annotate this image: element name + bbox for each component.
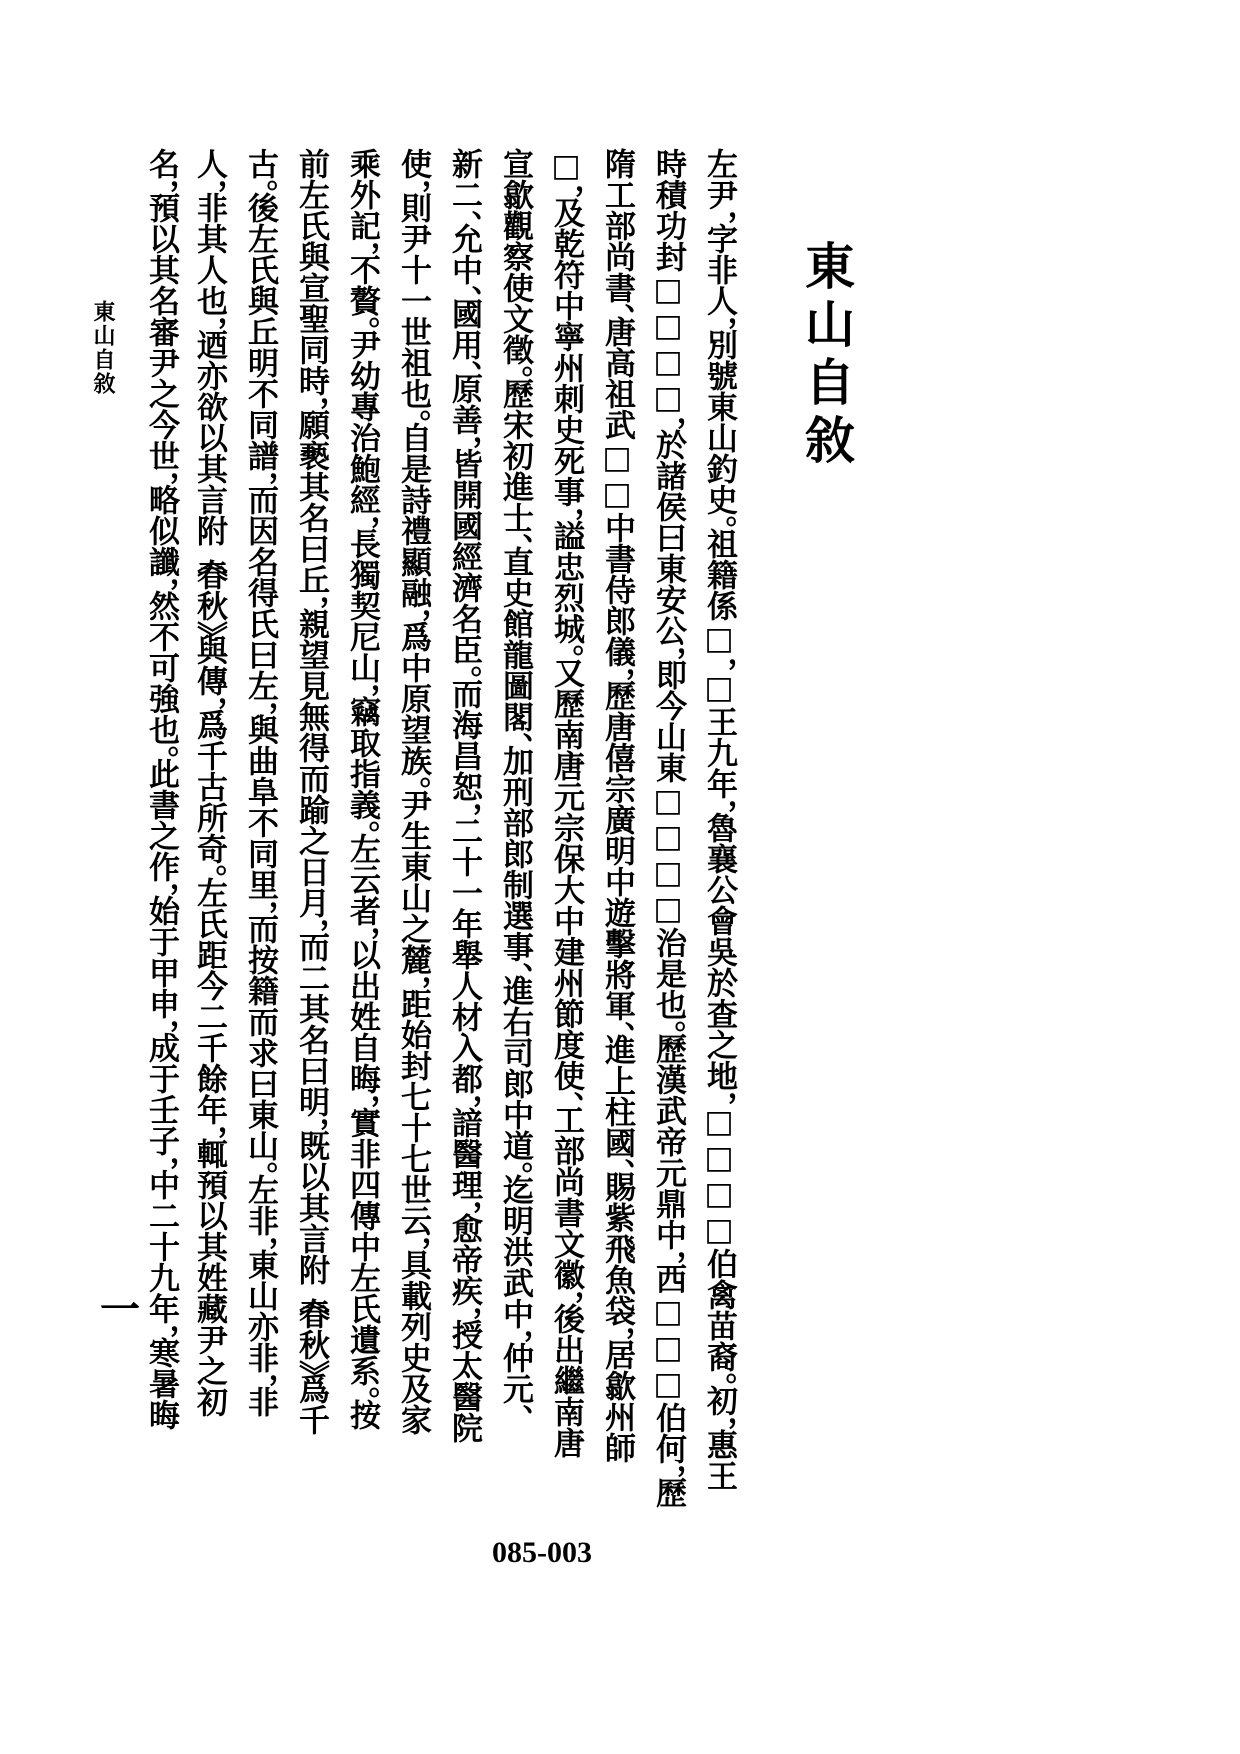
punctuation-mark: ，	[395, 179, 431, 192]
punctuation-mark: ，	[344, 241, 380, 254]
punctuation-mark: ，	[344, 1094, 380, 1107]
punctuation-mark: ，	[701, 799, 737, 812]
punctuation-mark: ，	[143, 1019, 179, 1032]
text-column: 名，預以其名審尹之今世，略似讖，然不可強也。此書之作，始于甲申，成于壬子，中二十九年，寒暑晦	[143, 148, 179, 1430]
punctuation-mark: ，	[242, 471, 278, 484]
punctuation-mark: ，	[293, 396, 329, 409]
punctuation-mark: 。	[395, 409, 431, 422]
punctuation-mark: 、	[599, 1158, 635, 1171]
punctuation-mark: ，	[143, 1156, 179, 1169]
punctuation-mark: 。	[497, 365, 533, 378]
punctuation-mark: ，	[701, 657, 737, 670]
punctuation-mark: 、	[497, 1404, 533, 1417]
punctuation-mark: ，	[242, 900, 278, 913]
punctuation-mark: ，	[446, 1094, 482, 1107]
punctuation-mark: ，	[242, 701, 278, 714]
text-column: 左尹，字非人，別號東山釣史。祖籍係□，□王九年，魯襄公會吳於查之地，□□□□伯禽苗裔。初，惠王	[701, 148, 737, 1491]
punctuation-mark: ，	[701, 1091, 737, 1104]
punctuation-mark: ，	[143, 882, 179, 895]
punctuation-mark: ，	[242, 1373, 278, 1386]
punctuation-mark: 。	[344, 316, 380, 329]
punctuation-mark: ，	[191, 179, 227, 192]
text-column: 新二、允中、國用、原善，皆開國經濟名臣。而海昌恕，二十一年舉人材入都，諳醫理，愈帝疾，授太醫院	[446, 148, 482, 1443]
punctuation-mark: ，	[446, 1306, 482, 1319]
punctuation-mark: 、	[446, 360, 482, 373]
punctuation-mark: ，	[143, 1324, 179, 1337]
punctuation-mark: ，	[191, 696, 227, 709]
page-code: 085-003	[492, 1536, 592, 1569]
punctuation-mark: ，	[650, 1464, 686, 1477]
punctuation-mark: 、	[497, 732, 533, 745]
punctuation-mark: 、	[446, 285, 482, 298]
punctuation-mark: ，	[344, 683, 380, 696]
punctuation-mark: 。	[344, 820, 380, 833]
punctuation-mark: 、	[497, 533, 533, 546]
text-column: 人，非其人也，迺亦欲以其言附《春秋》與傳，爲千古所奇。左氏距今二千餘年，輒預以其姓藏尹之初	[191, 148, 227, 1417]
punctuation-mark: 。	[701, 1372, 737, 1385]
punctuation-mark: ，	[650, 646, 686, 659]
punctuation-mark: ，	[293, 595, 329, 608]
punctuation-mark: 。	[191, 864, 227, 877]
punctuation-mark: 《	[191, 546, 227, 559]
punctuation-mark: ，	[395, 1236, 431, 1249]
punctuation-mark: 。	[548, 644, 584, 657]
punctuation-mark: ，	[548, 507, 584, 520]
punctuation-mark: 》	[293, 1360, 329, 1373]
text-column: 時積功封□□□□，於諸侯曰東安公，即今山東□□□□治是也。歷漢武帝元鼎中，西□□□伯何，歷	[650, 148, 686, 1508]
punctuation-mark: ，	[701, 316, 737, 329]
text-column: 乘外記，不贅。尹幼專治鮑經，長獨契尼山，竊取指義。左云者，以出姓自晦，實非四傳中左氏遺系。按	[344, 148, 380, 1430]
punctuation-mark: ，	[395, 608, 431, 621]
punctuation-mark: 《	[293, 1285, 329, 1298]
punctuation-mark: 、	[599, 1021, 635, 1034]
punctuation-mark: ，	[446, 802, 482, 815]
punctuation-mark: 、	[446, 210, 482, 223]
body-text	[136, 148, 744, 1528]
punctuation-mark: ，	[650, 1250, 686, 1263]
punctuation-mark: ，	[701, 1416, 737, 1429]
margin-title: 東山自敘	[90, 300, 116, 396]
punctuation-mark: ，	[599, 1326, 635, 1339]
punctuation-mark: 、	[548, 1091, 584, 1104]
text-column: 使，則尹十一世祖也。自是詩禮顯融，爲中原望族。尹生東山之麓，距始封七十七世云，具載列史及家	[395, 148, 431, 1435]
punctuation-mark: ，	[191, 1125, 227, 1138]
punctuation-mark: 。	[344, 1386, 380, 1399]
punctuation-mark: ，	[143, 471, 179, 484]
punctuation-mark: ，	[293, 918, 329, 931]
punctuation-mark: 。	[395, 776, 431, 789]
punctuation-mark: ，	[497, 1329, 533, 1342]
text-column: 隋工部尚書、唐高祖武□□中書侍郎儀，歷唐僖宗廣明中遊擊將軍、進上柱國、賜紫飛魚袋，居歙州師	[599, 148, 635, 1463]
punctuation-mark: 。	[701, 515, 737, 528]
punctuation-mark: ，	[191, 316, 227, 329]
punctuation-mark: ，	[344, 926, 380, 939]
punctuation-mark: ，	[446, 1200, 482, 1213]
punctuation-mark: 。	[242, 179, 278, 192]
punctuation-mark: 。	[242, 1161, 278, 1174]
punctuation-mark: ，	[143, 179, 179, 192]
punctuation-mark: ，	[395, 975, 431, 988]
text-column: □，及乾符中寧州刺史死事，謚忠烈城。又歷南唐元宗保大中建州節度使、工部尚書文徽，後出繼南唐	[548, 148, 584, 1458]
text-column: 前左氏與宣聖同時，願褻其名曰丘，親望見無得而踰之日月，而二其名曰明，既以其言附《春秋》爲千	[293, 148, 329, 1435]
punctuation-mark: ，	[599, 667, 635, 680]
punctuation-mark: 》	[191, 621, 227, 634]
punctuation-mark: ，	[143, 577, 179, 590]
punctuation-mark: 、	[599, 303, 635, 316]
punctuation-mark: 。	[650, 1020, 686, 1033]
punctuation-mark: 。	[497, 1161, 533, 1174]
punctuation-mark: ，	[344, 515, 380, 528]
punctuation-mark: ，	[446, 435, 482, 448]
text-column: 宣歙觀察使文徵。歷宋初進士、直史館龍圖閣、加刑部郎制選事、進右司郎中道。迄明洪武中，仲元、	[497, 148, 533, 1417]
punctuation-mark: ，	[548, 184, 584, 197]
punctuation-mark: ，	[293, 1117, 329, 1130]
punctuation-mark: 、	[497, 962, 533, 975]
punctuation-mark: 。	[143, 745, 179, 758]
punctuation-mark: 。	[446, 665, 482, 678]
page-title: 東山自敘	[797, 240, 856, 472]
text-column: 古。後左氏與丘明不同譜，而因名得氏曰左，與曲阜不同里，而按籍而求曰東山。左非，東山亦非，非	[242, 148, 278, 1417]
punctuation-mark: ，	[701, 210, 737, 223]
page-number: 一	[100, 1286, 140, 1333]
punctuation-mark: ，	[548, 1290, 584, 1303]
punctuation-mark: ，	[650, 416, 686, 429]
punctuation-mark: ，	[242, 1236, 278, 1249]
